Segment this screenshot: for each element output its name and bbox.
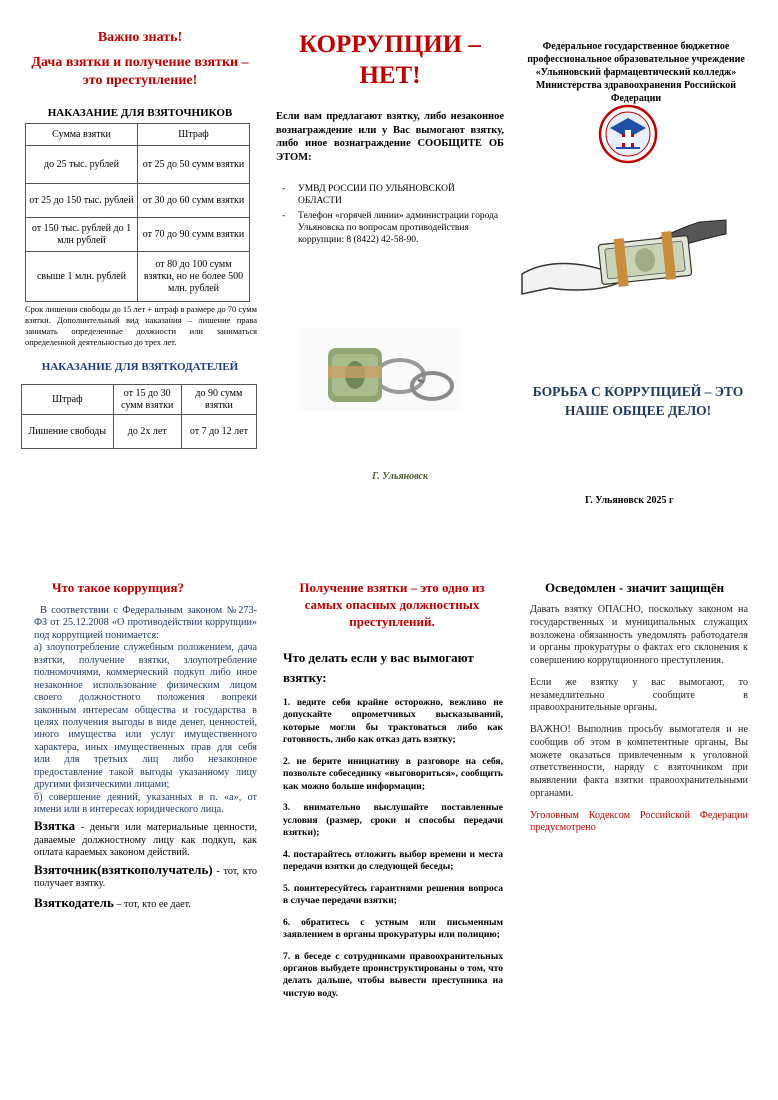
paragraph: Давать взятку ОПАСНО, поскольку законом на государственных и муниципальных служащих возложена обязанность уведомлять работодателя и органы прокуратуры о фактах его склонения к совершению коррупционного преступления. [530,604,748,666]
givers-table [21,384,257,449]
giver-definition [34,895,257,911]
handcuffs-money-image [300,328,460,410]
table-cell: от 30 до 60 сумм взятки [138,184,250,218]
headline: КОРРУПЦИИ – НЕТ! [299,31,481,89]
bribe-hands-image [520,212,728,307]
table-cell: от 70 до 90 сумм взятки [138,218,250,252]
table-row [26,146,250,184]
informed-text [530,604,748,835]
table-cell: до 2х лет [113,415,181,449]
college-logo [598,104,658,164]
city-year: Г. Ульяновск 2025 г [585,495,674,506]
list-item: - Телефон «горячей линии» администрации города Ульяновска по вопросам противодействия коррупции: 8 (8422) 42-58-90. [282,210,499,246]
table-cell: от 7 до 12 лет [181,415,256,449]
step-item: 5. поинтересуйтесь гарантиями решения вопроса в случае передачи взятки; [283,882,503,907]
takers-table [25,123,250,302]
table-header-cell: Штраф [138,124,250,146]
table-cell: от 150 тыс. рублей до 1 млн рублей [26,218,138,252]
punish-givers-title: НАКАЗАНИЕ ДЛЯ ВЗЯТКОДАТЕЛЕЙ [41,361,239,373]
table-cell: Лишение свободы [22,415,114,449]
corruption-title: Что такое коррупция? [52,580,184,595]
table-row [26,218,250,252]
step-item: 6. обратитесь с устным или письменным заявлением в органы прокуратуры или полицию; [283,916,503,941]
org-name: Федеральное государственное бюджетное профессиональное образовательное учреждение «Ульяновский фармацевтический колледж» Министерства здравоохранения Российской Федерации [527,41,745,104]
bribe-def: - деньги или материальные ценности, даваемые должностному лицу как подкуп, как оплата караемых законом действий. [34,822,257,859]
table-cell: от 25 до 50 сумм взятки [138,146,250,184]
table-row [26,184,250,218]
table-cell: до 90 сумм взятки [181,385,256,415]
item-a: а) злоупотребление служебным положением, дача взятки, получение взятки, злоупотребление полномочиями, коммерческий подкуп либо иное незаконное использование физическим лицом своего должностного положения вопреки законным интересам общества и государства в целях получения выгоды в виде денег, ценностей, иного имущества или услуг имущественного характера, иных имущественных прав для себя или для третьих лиц либо незаконное предоставление такой выгоды указанному лицу другими физическими лицами; [34,642,257,791]
step-item: 7. в беседе с сотрудниками правоохранительных органов выбудете проинструктированы о том, что делать дальше, чтобы вывести преступника на чистую воду. [283,950,503,999]
steps-list [283,697,503,1000]
giver-def: – тот, кто ее дает. [113,898,191,910]
table-row [22,385,257,415]
table-cell: свыше 1 млн. рублей [26,252,138,302]
table-header-cell: Сумма взятки [26,124,138,146]
giver-term: Взяткодатель [34,894,114,910]
law-text: В соответствии с Федеральным законом №273-ФЗ от 25.12.2008 «О противодействии коррупции» под коррупцией понимается: [34,605,257,641]
table-cell: от 25 до 150 тыс. рублей [26,184,138,218]
table-cell: до 25 тыс. рублей [26,146,138,184]
bribe-definition [34,818,257,859]
paragraph-criminal-code: Уголовным Кодексом Российской Федерации предусмотрено [530,809,748,834]
contact-police: УМВД РОССИИ ПО УЛЬЯНОВСКОЙ ОБЛАСТИ [298,184,455,207]
step-item: 3. внимательно выслушайте поставленные условия (размер, сроки и способы передачи взятки); [283,802,503,839]
bribe-term: Взятка [34,818,76,834]
what-to-do-title: Что делать если у вас вымогают взятку: [283,650,474,686]
informed-title: Осведомлен - значит защищён [545,580,725,595]
report-intro: Если вам предлагают взятку, либо незаконное вознаграждение или у Вас вымогают взятку, либо иное вознаграждение СООБЩИТЕ ОБ ЭТОМ: [276,111,504,163]
list-item: - УМВД РОССИИ ПО УЛЬЯНОВСКОЙ ОБЛАСТИ [282,183,500,208]
step-item: 4. постарайтесь отложить выбор времени и места передачи взятки до следующей беседы; [283,848,503,873]
slogan: БОРЬБА С КОРРУПЦИЕЙ – ЭТО НАШЕ ОБЩЕЕ ДЕЛО! [532,384,744,418]
bribe-danger-title: Получение взятки – это одно из самых опасных должностных преступлений. [299,580,485,629]
paragraph: ВАЖНО! Выполнив просьбу вымогателя и не сообщив об этом в компетентные органы, Вы можете оказаться привлеченным к уголовной ответственности, наряду с взяточником при выявлении факта взятки правоохранительными органами. [530,724,748,799]
city-label: Г. Ульяновск [372,471,428,482]
taker-def: - тот, кто получает взятку. [34,865,257,890]
taker-definition [34,862,257,891]
table-cell: Штраф [22,385,114,415]
paragraph: Если же взятку у вас вымогают, то незамедлительно сообщите в правоохранительные органы. [530,676,748,714]
table-row [26,252,250,302]
corruption-definition [34,605,257,911]
table-header-row [26,124,250,146]
crime-title: Дача взятки и получение взятки – это преступление! [31,55,249,88]
contact-hotline: Телефон «горячей линии» администрации города Ульяновска по вопросам противодействия коррупции: 8 (8422) 42-58-90. [298,210,499,246]
taker-term: Взяточник(взяткополучатель) [34,861,213,877]
table-row [22,415,257,449]
prison-note: Срок лишения свободы до 15 лет + штраф в размере до 70 сумм взятки. Дополнительный вид наказания – лишение права занимать определенные должности или заниматься определенной деятельностью до трех лет. [25,304,257,348]
table-cell: от 80 до 100 сумм взятки, но не более 500 млн. рублей [138,252,250,302]
step-item: 1. ведите себя крайне осторожно, вежливо не допускайте опрометчивых высказываний, которые могли бы трактоваться либо как готовность, либо как отказ дать взятку; [283,697,503,746]
contact-list [282,183,500,247]
table-cell: от 15 до 30 сумм взятки [113,385,181,415]
important-heading: Важно знать! [97,30,183,45]
step-item: 2. не берите инициативу в разговоре на себя, позвольте собеседнику «выговориться», сообщить как можно больше информации; [283,755,503,792]
item-b: б) совершение деяний, указанных в п. «а», от имени или в интересах юридического лица. [34,791,257,815]
punish-takers-title: НАКАЗАНИЕ ДЛЯ ВЗЯТОЧНИКОВ [47,107,233,119]
